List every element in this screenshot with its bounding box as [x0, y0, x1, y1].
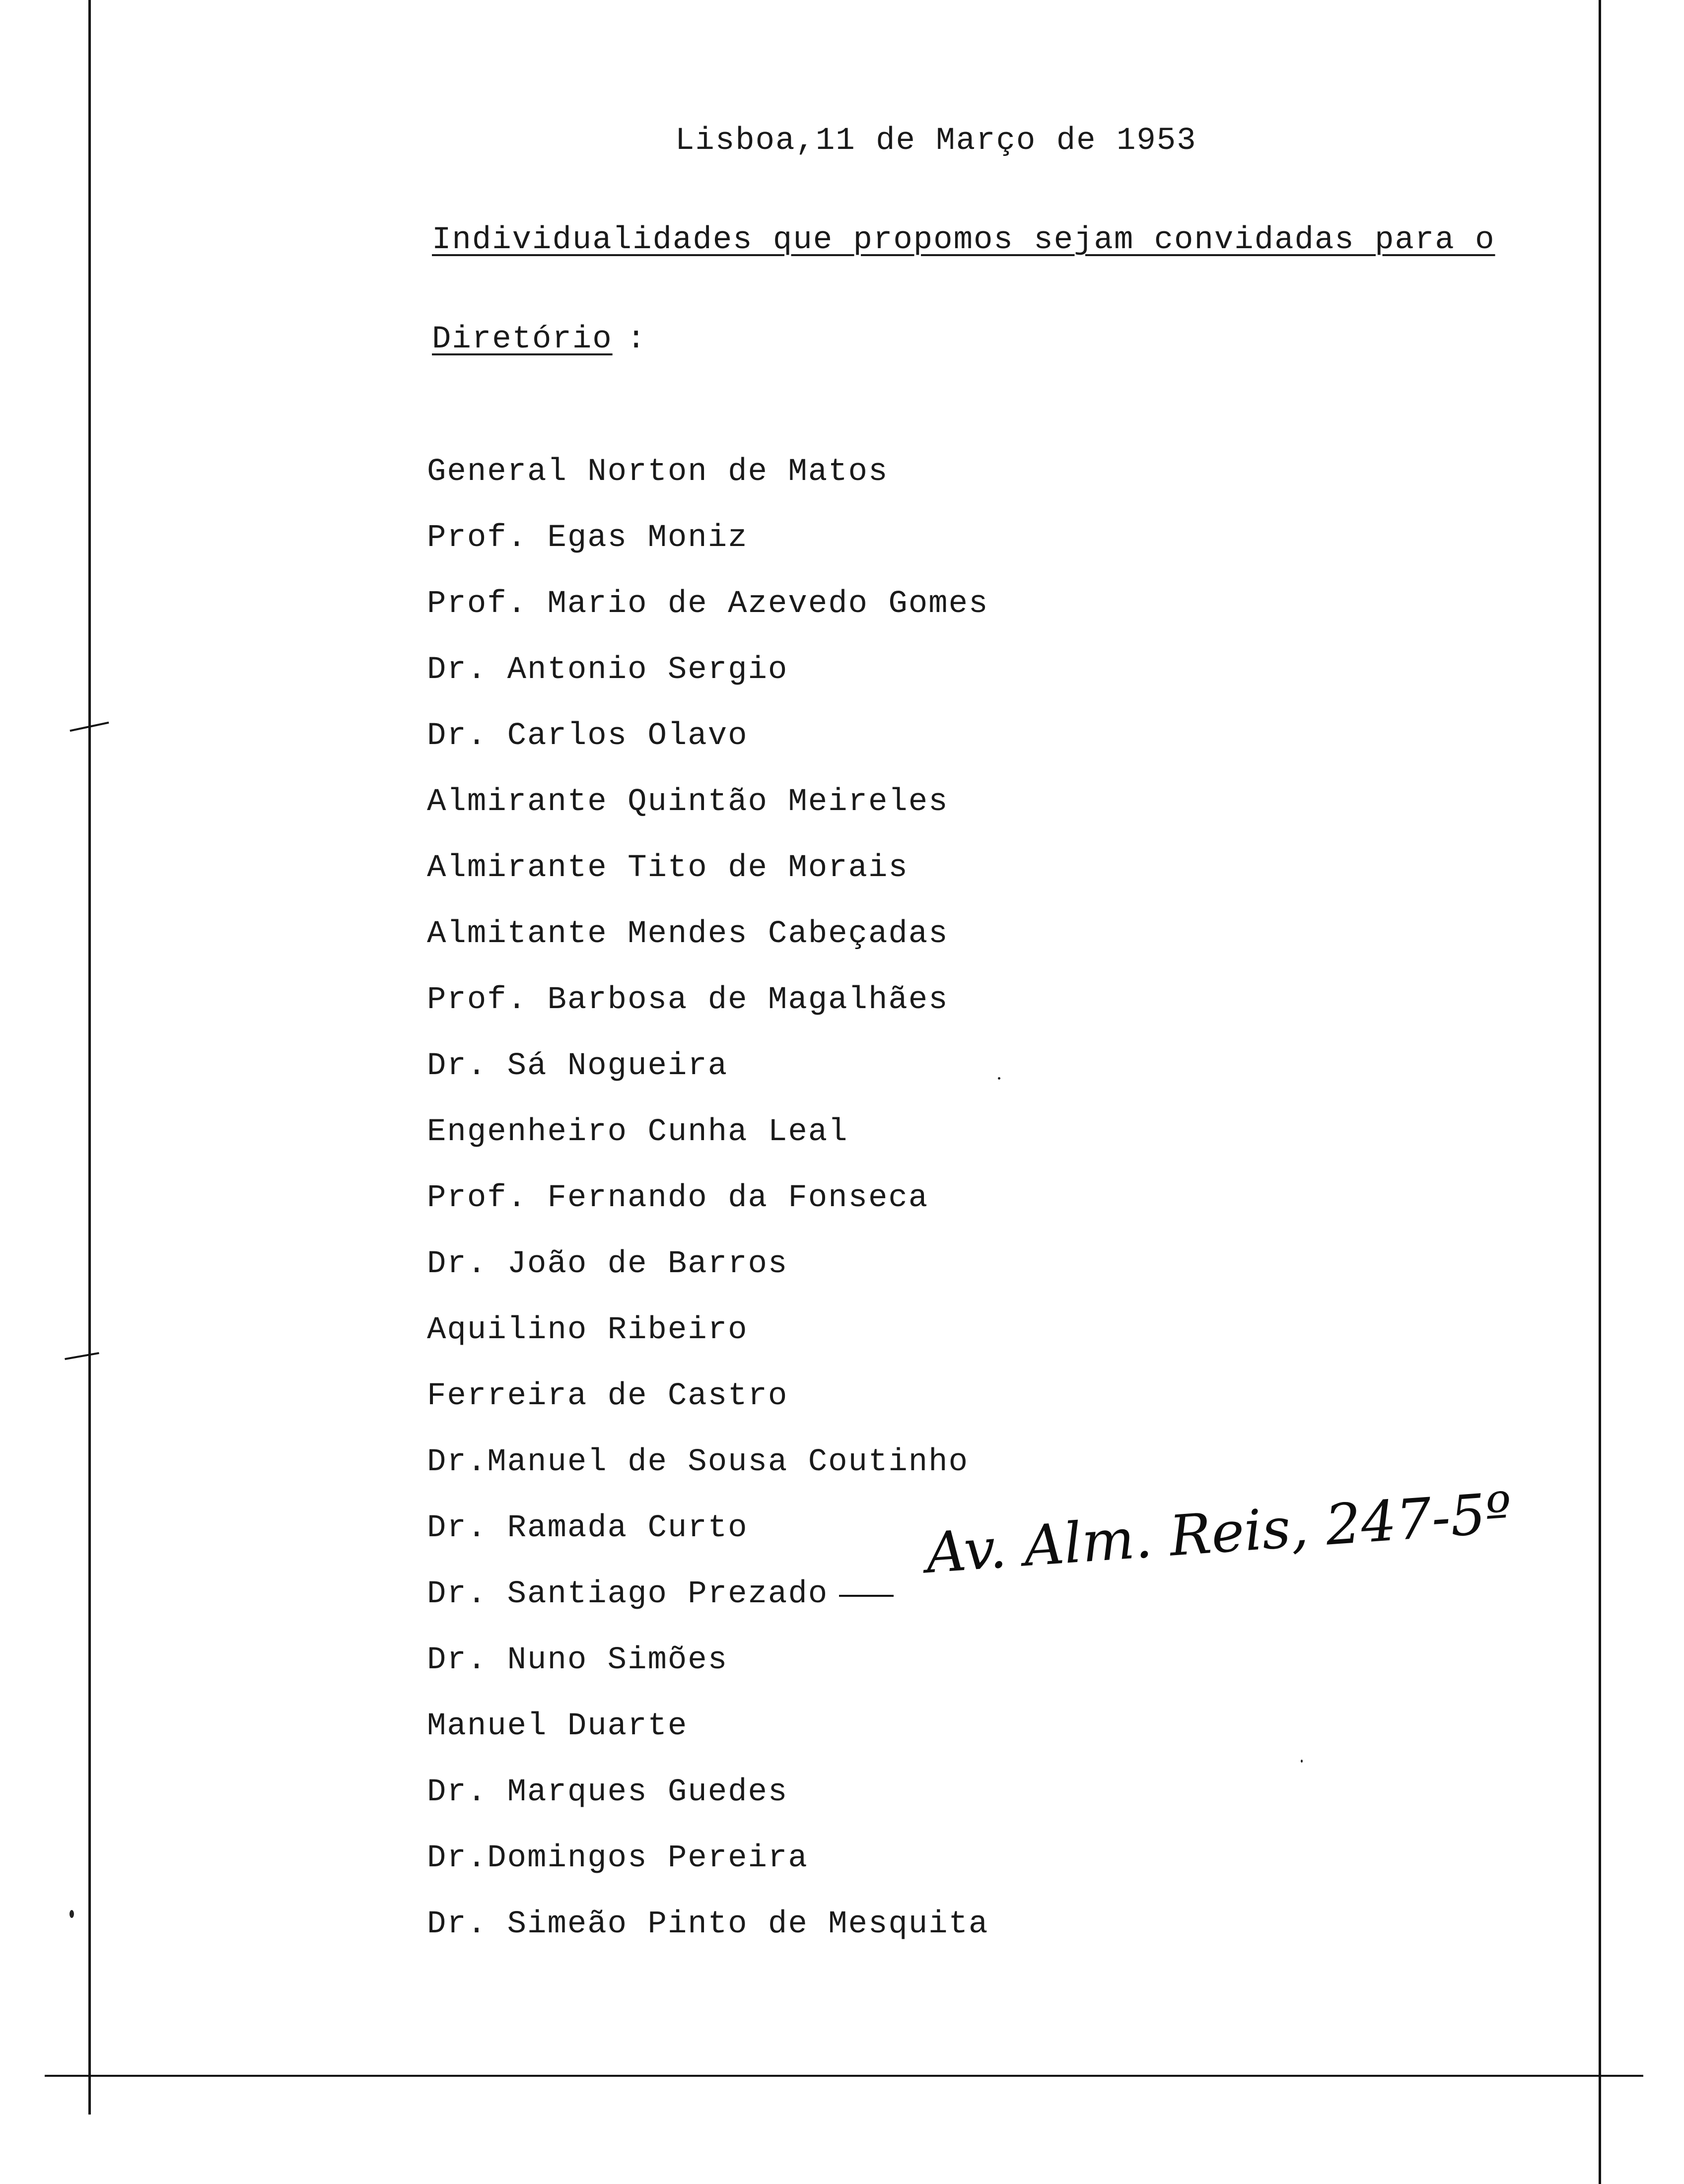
list-item: Engenheiro Cunha Leal: [427, 1114, 848, 1150]
list-item: Prof. Mario de Azevedo Gomes: [427, 586, 989, 622]
list-item: Prof. Egas Moniz: [427, 520, 748, 556]
list-item: Dr. Antonio Sergio: [427, 652, 788, 688]
list-item: Dr. Ramada Curto: [427, 1510, 748, 1546]
page-speck: [1301, 1760, 1303, 1763]
list-item: Dr.Domingos Pereira: [427, 1841, 808, 1876]
handwritten-address-note: Av. Alm. Reis, 247-5º: [923, 1480, 1514, 1586]
list-item: Ferreira de Castro: [427, 1378, 788, 1414]
margin-tick-mark: [65, 1352, 99, 1360]
list-item: Almirante Quintão Meireles: [427, 784, 949, 820]
dateline: Lisboa,11 de Março de 1953: [675, 123, 1197, 159]
list-item: Prof. Fernando da Fonseca: [427, 1180, 929, 1216]
left-margin-rule: [88, 0, 91, 2115]
list-item: Almirante Tito de Morais: [427, 850, 909, 886]
list-item: Dr. João de Barros: [427, 1246, 788, 1282]
heading-line-1: Individualidades que propomos sejam convidadas para o: [432, 222, 1495, 258]
list-item: Dr. Carlos Olavo: [427, 718, 748, 754]
list-item: Dr. Sá Nogueira: [427, 1048, 728, 1084]
handwritten-dash: [839, 1595, 894, 1597]
list-item: Dr. Marques Guedes: [427, 1774, 788, 1810]
bottom-margin-rule: [45, 2075, 1643, 2077]
list-item: Dr.Manuel de Sousa Coutinho: [427, 1444, 969, 1480]
list-item: Dr. Nuno Simões: [427, 1642, 728, 1678]
heading-colon: :: [627, 322, 647, 357]
list-item: Manuel Duarte: [427, 1708, 688, 1744]
list-item: Dr. Santiago Prezado: [427, 1576, 829, 1612]
right-margin-rule: [1599, 0, 1601, 2184]
page-speck: [998, 1077, 1000, 1080]
list-item: Almitante Mendes Cabeçadas: [427, 916, 949, 952]
heading-line-2: Diretório: [432, 322, 613, 357]
page-speck: [70, 1910, 74, 1918]
proposed-names-list: [427, 454, 988, 1973]
list-item: Dr. Simeão Pinto de Mesquita: [427, 1907, 989, 1942]
list-item: Aquilino Ribeiro: [427, 1312, 748, 1348]
list-item: General Norton de Matos: [427, 454, 889, 490]
list-item: Prof. Barbosa de Magalhães: [427, 982, 949, 1018]
